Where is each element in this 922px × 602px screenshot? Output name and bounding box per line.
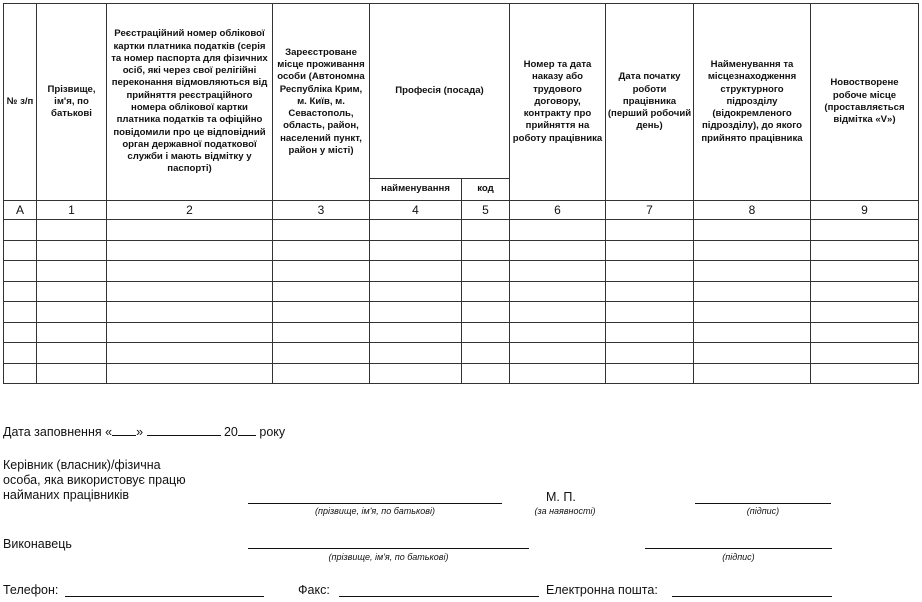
column-number: А — [4, 201, 37, 220]
executor-signature-caption: (підпис) — [722, 552, 755, 562]
table-cell[interactable] — [510, 220, 606, 241]
table-cell[interactable] — [37, 363, 107, 384]
table-cell[interactable] — [510, 261, 606, 282]
table-row — [4, 240, 919, 261]
table-row — [4, 343, 919, 364]
header-profession: Професія (посада) — [370, 4, 510, 179]
column-number: 8 — [694, 201, 811, 220]
table-cell[interactable] — [37, 322, 107, 343]
header-start-date: Дата початку роботи працівника (перший робочий день) — [606, 4, 694, 201]
table-cell[interactable] — [37, 261, 107, 282]
table-cell[interactable] — [462, 261, 510, 282]
column-number: 3 — [273, 201, 370, 220]
head-signature-field[interactable] — [695, 503, 831, 504]
header-row-number: № з/п — [4, 4, 37, 201]
head-name-caption: (прізвище, ім'я, по батькові) — [315, 506, 435, 516]
column-number: 6 — [510, 201, 606, 220]
year-field[interactable] — [238, 435, 256, 436]
table-cell[interactable] — [694, 220, 811, 241]
email-field[interactable] — [672, 596, 832, 597]
table-cell[interactable] — [462, 220, 510, 241]
table-cell[interactable] — [37, 220, 107, 241]
column-number-row — [4, 201, 919, 220]
table-row — [4, 322, 919, 343]
table-cell[interactable] — [37, 240, 107, 261]
table-row — [4, 281, 919, 302]
table-row — [4, 363, 919, 384]
table-cell[interactable] — [694, 343, 811, 364]
table-cell[interactable] — [694, 240, 811, 261]
header-new-workplace: Новостворене робоче місце (проставляється відмітка «V») — [811, 4, 919, 201]
table-cell[interactable] — [811, 322, 919, 343]
head-signature-caption: (підпис) — [746, 506, 780, 516]
table-cell[interactable] — [811, 240, 919, 261]
table-cell[interactable] — [510, 302, 606, 323]
executor-name-field[interactable] — [248, 548, 529, 549]
table-cell[interactable] — [273, 240, 370, 261]
header-order-number: Номер та дата наказу або трудового договору, контракту про прийняття на роботу працівника — [510, 4, 606, 201]
table-cell[interactable] — [462, 302, 510, 323]
table-cell[interactable] — [462, 240, 510, 261]
table-cell[interactable] — [4, 322, 37, 343]
table-cell[interactable] — [107, 220, 273, 241]
header-full-name: Прізвище, ім'я, по батькові — [37, 4, 107, 201]
table-cell[interactable] — [107, 281, 273, 302]
table-cell[interactable] — [273, 220, 370, 241]
table-cell[interactable] — [606, 240, 694, 261]
table-cell[interactable] — [4, 240, 37, 261]
table-cell[interactable] — [811, 281, 919, 302]
table-cell[interactable] — [811, 220, 919, 241]
stamp-label: М. П. — [546, 490, 576, 504]
table-cell[interactable] — [370, 302, 462, 323]
table-cell[interactable] — [370, 281, 462, 302]
table-cell[interactable] — [107, 343, 273, 364]
column-number: 5 — [462, 201, 510, 220]
table-cell[interactable] — [462, 322, 510, 343]
column-number: 9 — [811, 201, 919, 220]
month-field[interactable] — [147, 435, 221, 436]
table-cell[interactable] — [273, 363, 370, 384]
table-cell[interactable] — [370, 240, 462, 261]
executor-label: Виконавець — [3, 537, 72, 551]
table-cell[interactable] — [510, 343, 606, 364]
fax-label: Факс: — [298, 583, 330, 597]
table-cell[interactable] — [606, 322, 694, 343]
table-cell[interactable] — [4, 343, 37, 364]
column-number: 2 — [107, 201, 273, 220]
table-cell[interactable] — [370, 322, 462, 343]
stamp-caption: (за наявності) — [534, 506, 596, 516]
table-cell[interactable] — [273, 343, 370, 364]
table-cell[interactable] — [811, 363, 919, 384]
header-tax-number: Реєстраційний номер облікової картки платника податків (серія та номер паспорта для фізичних осіб, які через свої релігійні переконання відмовляються від прийняття реєстраційного номера облікової картки платника податків та офіційно повідомили про це відповідний орган державної податкової служби і мають відмітку у паспорті) — [107, 4, 273, 201]
table-cell[interactable] — [606, 261, 694, 282]
table-cell[interactable] — [273, 281, 370, 302]
table-cell[interactable] — [370, 343, 462, 364]
column-number: 7 — [606, 201, 694, 220]
table-cell[interactable] — [606, 302, 694, 323]
table-cell[interactable] — [107, 322, 273, 343]
table-cell[interactable] — [510, 363, 606, 384]
table-cell[interactable] — [4, 302, 37, 323]
table-cell[interactable] — [694, 261, 811, 282]
table-cell[interactable] — [462, 281, 510, 302]
table-cell[interactable] — [510, 281, 606, 302]
table-cell[interactable] — [694, 281, 811, 302]
table-cell[interactable] — [107, 261, 273, 282]
fax-field[interactable] — [339, 596, 539, 597]
phone-field[interactable] — [65, 596, 264, 597]
head-name-field[interactable] — [248, 503, 502, 504]
table-cell[interactable] — [694, 363, 811, 384]
table-cell[interactable] — [370, 261, 462, 282]
executor-name-caption: (прізвище, ім'я, по батькові) — [328, 552, 449, 562]
table-cell[interactable] — [462, 363, 510, 384]
table-cell[interactable] — [694, 302, 811, 323]
table-row — [4, 302, 919, 323]
column-number: 4 — [370, 201, 462, 220]
table-cell[interactable] — [4, 220, 37, 241]
email-label: Електронна пошта: — [546, 583, 658, 597]
header-profession-name: найменування — [370, 179, 462, 201]
table-cell[interactable] — [4, 363, 37, 384]
table-cell[interactable] — [4, 281, 37, 302]
header-profession-code: код — [462, 179, 510, 201]
table-cell[interactable] — [811, 261, 919, 282]
table-row — [4, 220, 919, 241]
date-label: Дата заповнення « » 20 року — [3, 425, 286, 439]
table-cell[interactable] — [462, 343, 510, 364]
table-cell[interactable] — [107, 302, 273, 323]
table-cell[interactable] — [510, 240, 606, 261]
table-cell[interactable] — [107, 363, 273, 384]
table-cell[interactable] — [510, 322, 606, 343]
table-cell[interactable] — [606, 281, 694, 302]
header-department: Найменування та місцезнаходження структурного підрозділу (відокремленого підрозділу), до якого прийнято працівника — [694, 4, 811, 201]
table-cell[interactable] — [811, 343, 919, 364]
head-label: Керівник (власник)/фізична особа, яка використовує працю найманих працівників — [3, 458, 186, 502]
table-cell[interactable] — [37, 343, 107, 364]
table-cell[interactable] — [811, 302, 919, 323]
employee-register-table — [3, 3, 919, 384]
table-cell[interactable] — [37, 281, 107, 302]
phone-label: Телефон: — [3, 583, 59, 597]
table-cell[interactable] — [37, 302, 107, 323]
table-row — [4, 261, 919, 282]
day-field[interactable] — [112, 435, 136, 436]
header-residence: Зареєстроване місце проживання особи (Автономна Республіка Крим, м. Київ, м. Севастополь, область, район, населений пункт, район у місті) — [273, 4, 370, 201]
table-cell[interactable] — [606, 220, 694, 241]
table-cell[interactable] — [370, 363, 462, 384]
table-cell[interactable] — [273, 302, 370, 323]
table-cell[interactable] — [107, 240, 273, 261]
table-cell[interactable] — [606, 363, 694, 384]
table-cell[interactable] — [606, 343, 694, 364]
executor-signature-field[interactable] — [645, 548, 832, 549]
table-cell[interactable] — [370, 220, 462, 241]
table-cell[interactable] — [273, 261, 370, 282]
table-cell[interactable] — [4, 261, 37, 282]
table-cell[interactable] — [694, 322, 811, 343]
column-number: 1 — [37, 201, 107, 220]
table-cell[interactable] — [273, 322, 370, 343]
